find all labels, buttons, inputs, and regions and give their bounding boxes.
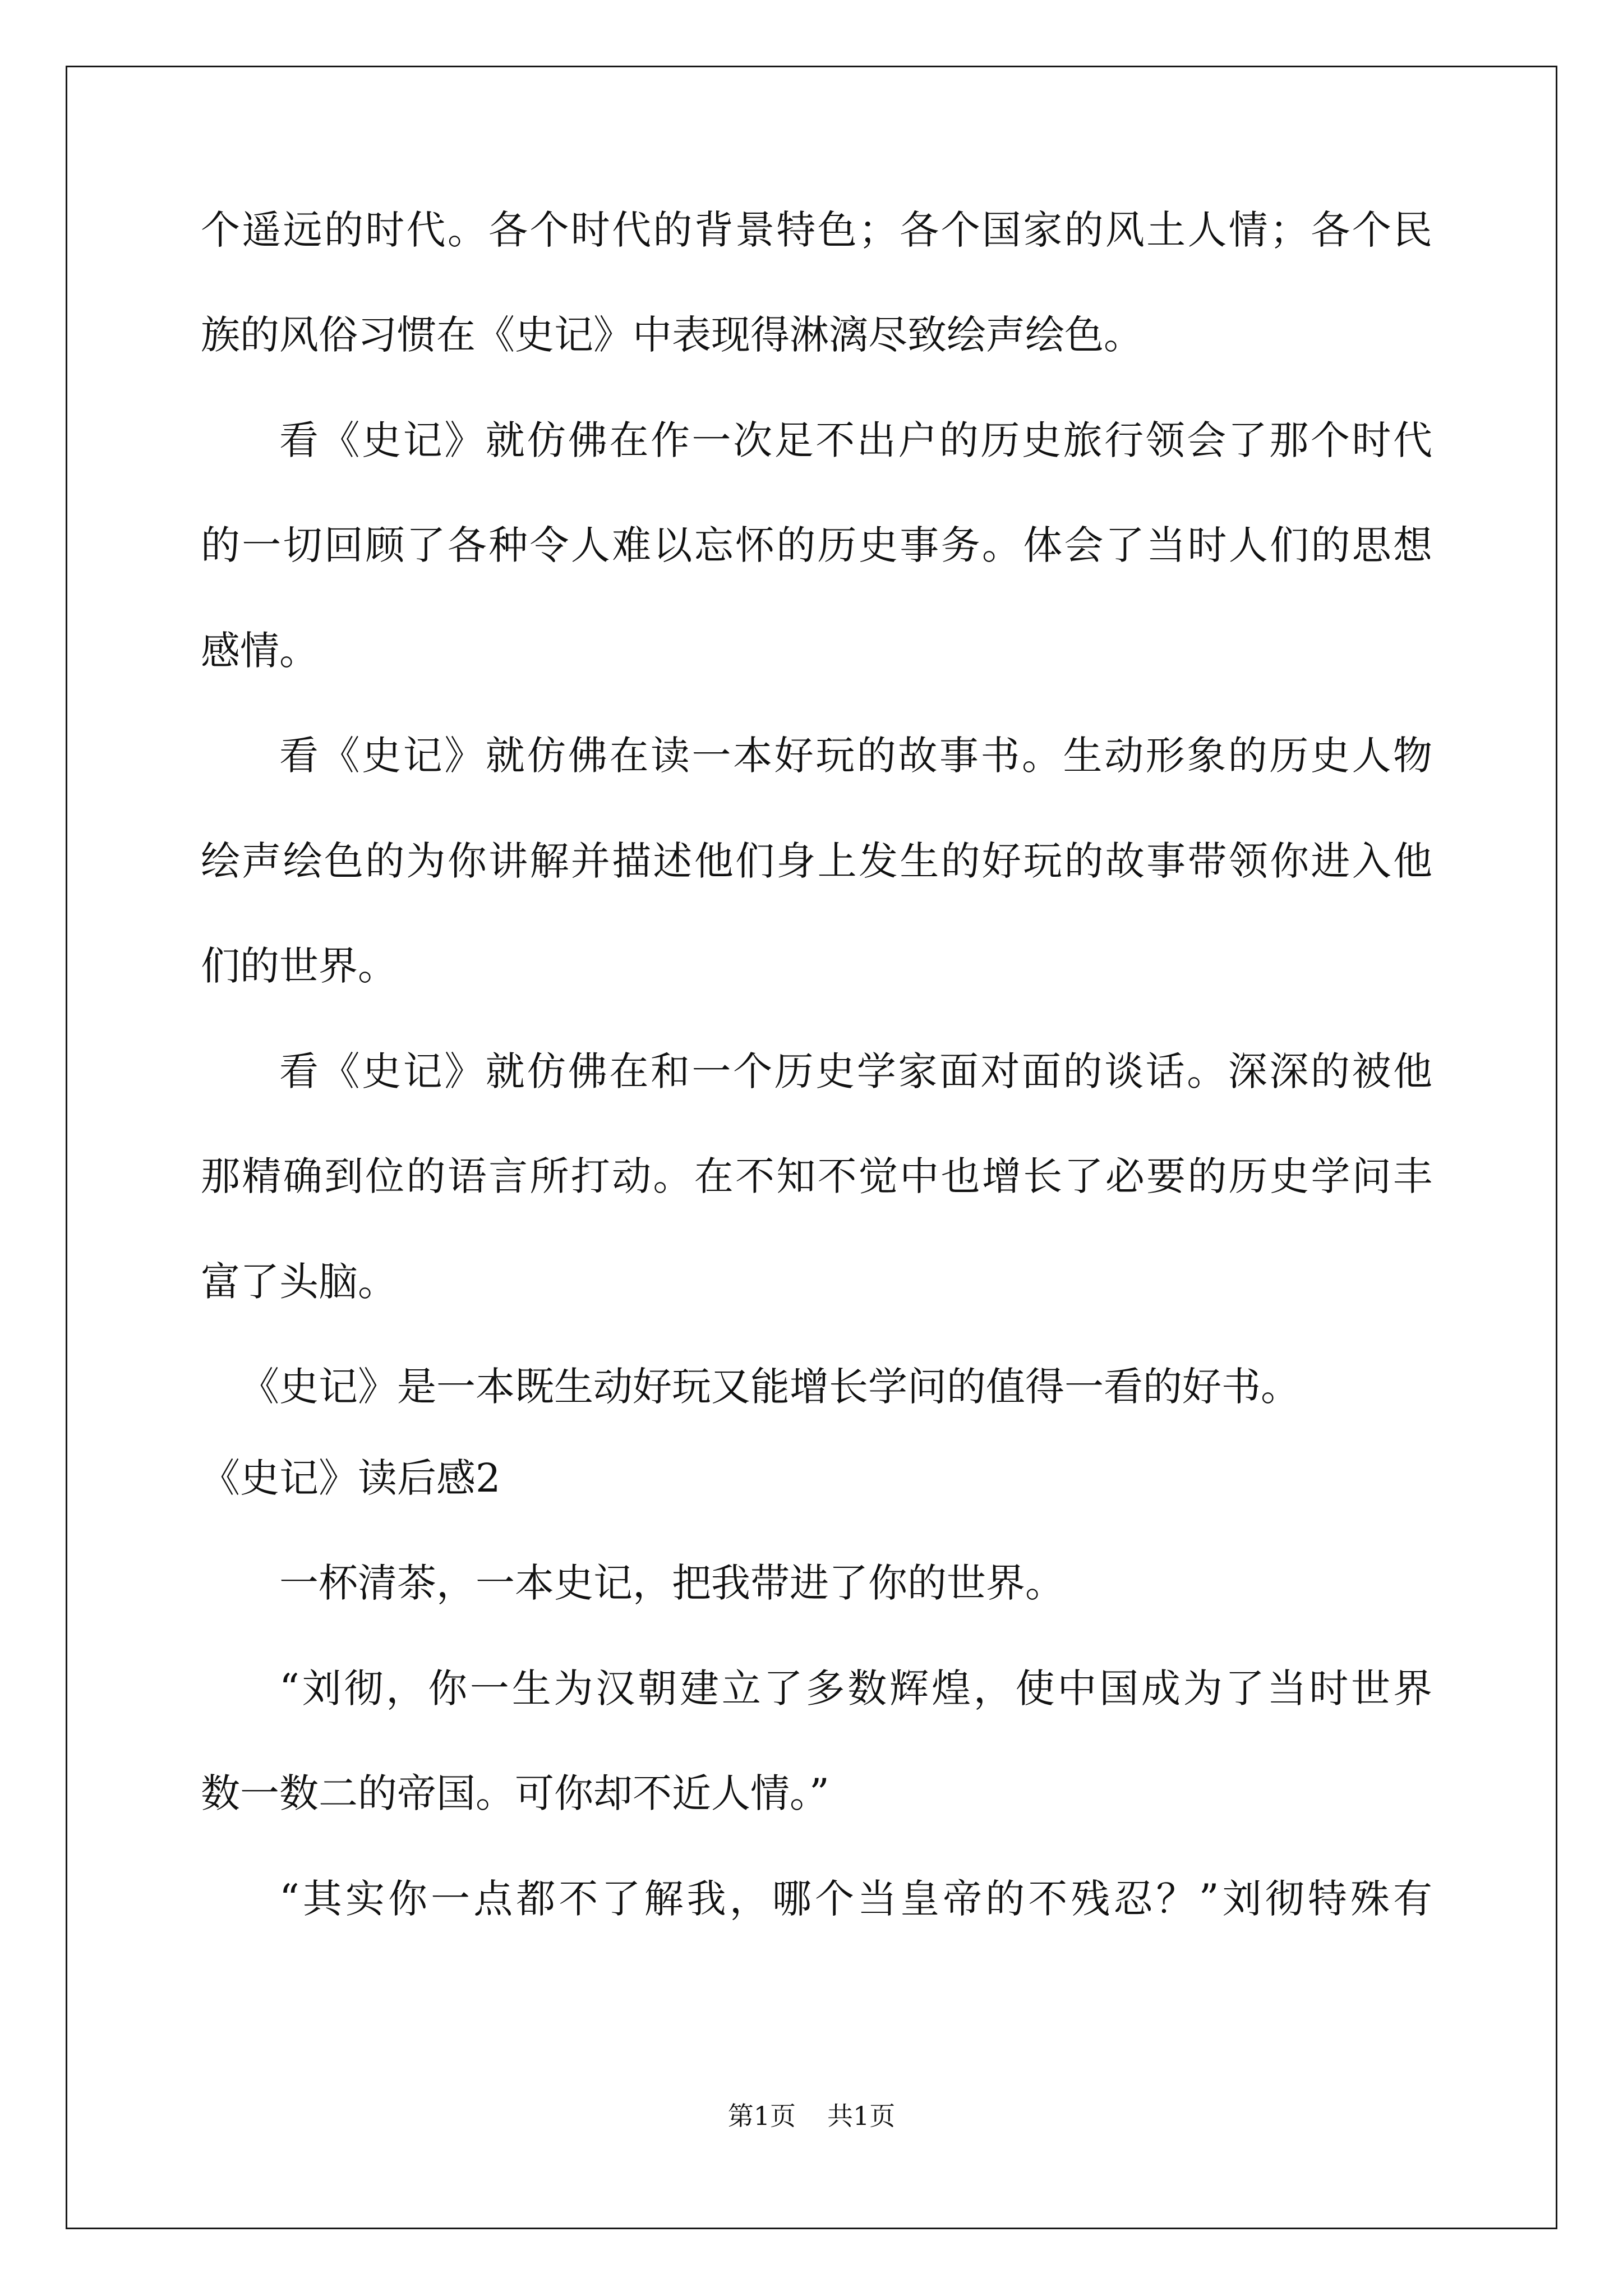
text-line: 富了头脑。	[201, 1259, 397, 1305]
paragraph-first-line: 一杯清茶，一本史记，把我带进了你的世界。	[279, 1560, 1064, 1606]
paragraph-first-line: 看《史记》就仿佛在和一个历史学家面对面的谈话。深深的被他	[279, 1048, 1432, 1094]
page-number: 第1页	[727, 2101, 796, 2131]
text-line: 绘声绘色的为你讲解并描述他们身上发生的好玩的故事带领你进入他	[201, 838, 1432, 884]
text-line: 感情。	[201, 628, 319, 674]
paragraph-first-line: 看《史记》就仿佛在作一次足不出户的历史旅行领会了那个时代	[279, 417, 1432, 463]
text-line: 们的世界。	[201, 943, 397, 989]
paragraph-first-line: “刘彻，你一生为汉朝建立了多数辉煌，使中国成为了当时世界	[279, 1665, 1432, 1711]
section-heading: 《史记》读后感2	[201, 1455, 501, 1501]
text-line: 数一数二的帝国。可你却不近人情。”	[201, 1770, 829, 1816]
page-footer	[0, 2099, 1623, 2133]
text-line: 的一切回顾了各种令人难以忘怀的历史事务。体会了当时人们的思想	[201, 522, 1432, 568]
paragraph-first-line: 《史记》是一本既生动好玩又能增长学问的值得一看的好书。	[240, 1364, 1300, 1410]
text-line: 那精确到位的语言所打动。在不知不觉中也增长了必要的历史学问丰	[201, 1153, 1432, 1199]
text-line: 族的风俗习惯在《史记》中表现得淋漓尽致绘声绘色。	[201, 312, 1143, 358]
paragraph-first-line: “其实你一点都不了解我，哪个当皇帝的不残忍？”刘彻特殊有	[279, 1876, 1432, 1922]
paragraph-first-line: 看《史记》就仿佛在读一本好玩的故事书。生动形象的历史人物	[279, 733, 1432, 779]
text-line: 个遥远的时代。各个时代的背景特色；各个国家的风土人情；各个民	[201, 207, 1432, 253]
page-total: 共1页	[827, 2101, 896, 2131]
